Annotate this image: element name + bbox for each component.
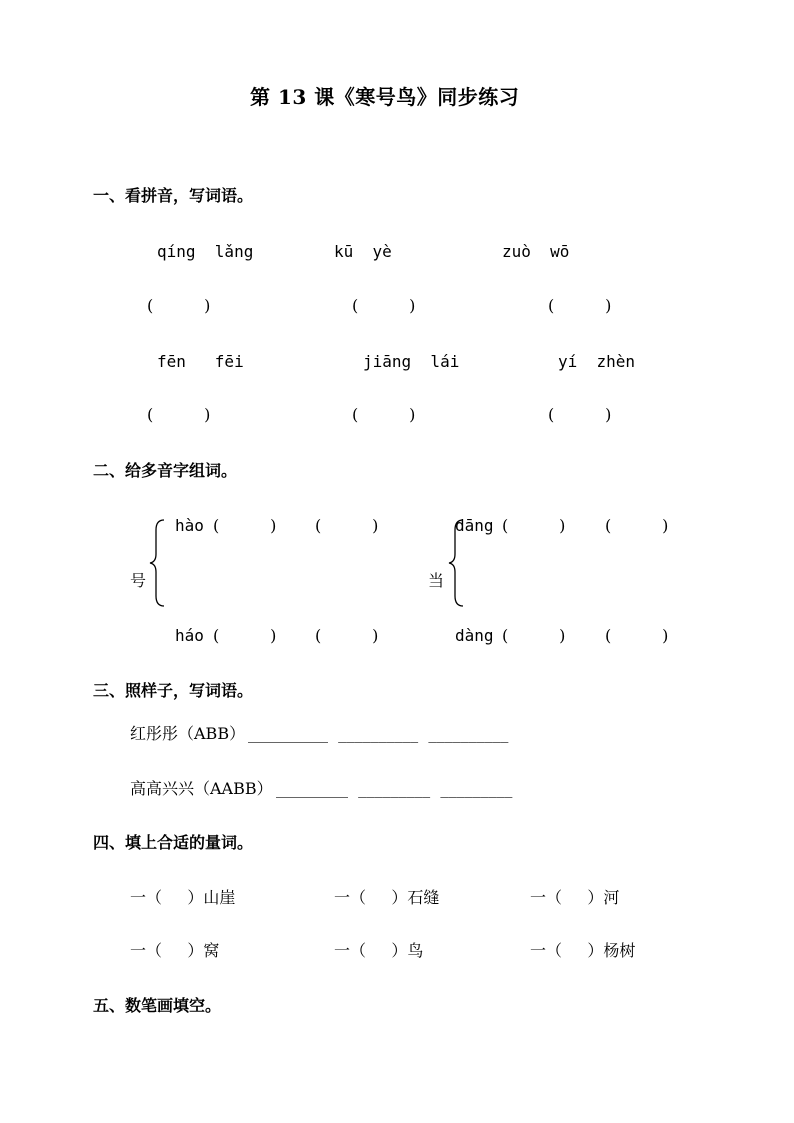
measure-word-item[interactable]: 一（ ）窝	[130, 941, 220, 960]
brace-icon	[148, 518, 166, 608]
pinyin-reading: hào	[175, 516, 204, 535]
section-heading-5: 五、数笔画填空。	[93, 996, 222, 1015]
answer-blank[interactable]: ( )	[213, 626, 277, 645]
pinyin-reading: dāng	[455, 516, 494, 535]
pinyin-reading: háo	[175, 626, 204, 645]
answer-blank[interactable]: ( )	[548, 296, 612, 315]
answer-blank[interactable]: ( )	[605, 516, 669, 535]
section-heading-1: 一、看拼音，写词语。	[93, 186, 254, 205]
pattern-example: 高高兴兴（AABB）	[130, 779, 273, 798]
pinyin-item: qíng lǎng	[157, 242, 254, 261]
pinyin-item: jiāng lái	[363, 352, 460, 371]
answer-blank[interactable]: ( )	[548, 405, 612, 424]
pinyin-item: zuò wō	[502, 242, 570, 261]
answer-blank[interactable]: ( )	[147, 405, 211, 424]
answer-line[interactable]: __________ __________ __________	[248, 724, 509, 743]
section-heading-2: 二、给多音字组词。	[93, 461, 238, 480]
pinyin-item: yí zhèn	[558, 352, 636, 371]
answer-blank[interactable]: ( )	[352, 405, 416, 424]
section-heading-4: 四、填上合适的量词。	[93, 833, 254, 852]
answer-blank[interactable]: ( )	[315, 626, 379, 645]
pinyin-item: kū yè	[334, 242, 392, 261]
page-title: 第 13 课《寒号鸟》同步练习	[250, 85, 520, 109]
measure-word-item[interactable]: 一（ ）石缝	[334, 888, 440, 907]
answer-blank[interactable]: ( )	[213, 516, 277, 535]
measure-word-item[interactable]: 一（ ）鸟	[334, 941, 424, 960]
answer-blank[interactable]: ( )	[502, 516, 566, 535]
answer-blank[interactable]: ( )	[315, 516, 379, 535]
measure-word-item[interactable]: 一（ ）河	[530, 888, 620, 907]
pattern-example: 红彤彤（ABB）	[130, 724, 246, 743]
answer-blank[interactable]: ( )	[352, 296, 416, 315]
polyphone-char: 号	[130, 571, 147, 590]
measure-word-item[interactable]: 一（ ）杨树	[530, 941, 636, 960]
answer-line[interactable]: _________ _________ _________	[276, 779, 513, 798]
answer-blank[interactable]: ( )	[147, 296, 211, 315]
pinyin-item: fēn fēi	[157, 352, 244, 371]
section-heading-3: 三、照样子，写词语。	[93, 681, 254, 700]
pinyin-reading: dàng	[455, 626, 494, 645]
answer-blank[interactable]: ( )	[502, 626, 566, 645]
answer-blank[interactable]: ( )	[605, 626, 669, 645]
polyphone-char: 当	[428, 571, 445, 590]
measure-word-item[interactable]: 一（ ）山崖	[130, 888, 236, 907]
